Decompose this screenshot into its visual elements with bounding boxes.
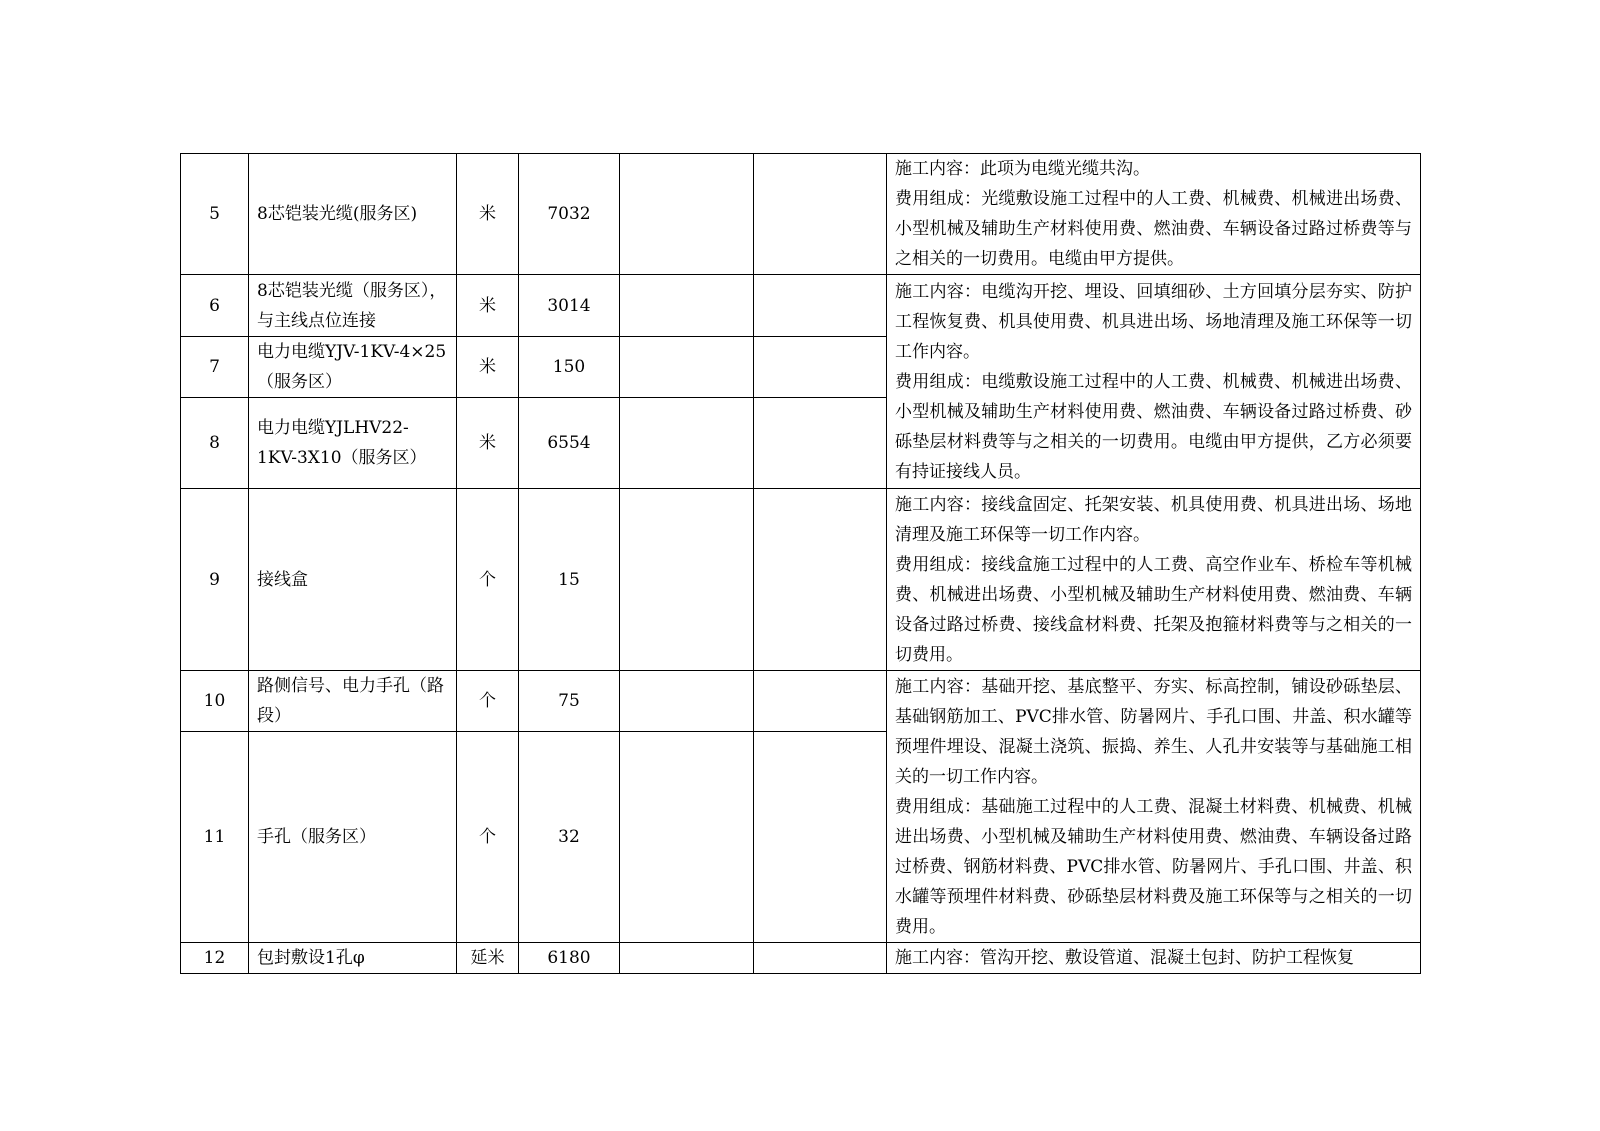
item-quantity: 75 [519,671,620,732]
work-description [887,489,1421,671]
item-name: 电力电缆YJLHV22-1KV-3X10（服务区） [249,398,457,489]
item-quantity: 6554 [519,398,620,489]
unit-price-cell [620,671,754,732]
item-unit: 米 [457,398,519,489]
table-row [181,943,1421,974]
row-number: 10 [181,671,249,732]
cost-composition: 费用组成：光缆敷设施工过程中的人工费、机械费、机械进出场费、小型机械及辅助生产材料使用费、燃油费、车辆设备过路过桥费等与之相关的一切费用。电缆由甲方提供。 [895,189,1412,269]
item-unit: 米 [457,337,519,398]
total-price-cell [754,398,887,489]
item-unit: 米 [457,154,519,275]
item-unit: 个 [457,671,519,732]
work-description [887,943,1421,974]
construction-content: 施工内容：此项为电缆光缆共沟。 [895,159,1150,179]
item-name: 8芯铠装光缆(服务区) [249,154,457,275]
bill-of-quantities-table [180,153,1421,974]
row-number: 8 [181,398,249,489]
total-price-cell [754,337,887,398]
item-name: 接线盒 [249,489,457,671]
item-unit: 延米 [457,943,519,974]
cost-composition: 费用组成：电缆敷设施工过程中的人工费、机械费、机械进出场费、小型机械及辅助生产材料使用费、燃油费、车辆设备过路过桥费、砂砾垫层材料费等与之相关的一切费用。电缆由甲方提供，乙方必须要有持证接线人员。 [895,371,1412,482]
construction-content: 施工内容：基础开挖、基底整平、夯实、标高控制，铺设砂砾垫层、基础钢筋加工、PVC排水管、防暑网片、手孔口围、井盖、积水罐等预埋件埋设、混凝土浇筑、振捣、养生、人孔井安装等与基础施工相关的一切工作内容。 [895,676,1412,787]
item-quantity: 32 [519,732,620,943]
row-number: 6 [181,275,249,337]
total-price-cell [754,943,887,974]
item-name: 手孔（服务区） [249,732,457,943]
item-unit: 米 [457,275,519,337]
unit-price-cell [620,337,754,398]
item-name: 路侧信号、电力手孔（路段） [249,671,457,732]
row-number: 9 [181,489,249,671]
unit-price-cell [620,732,754,943]
cost-composition: 费用组成：接线盒施工过程中的人工费、高空作业车、桥检车等机械费、机械进出场费、小型机械及辅助生产材料使用费、燃油费、车辆设备过路过桥费、接线盒材料费、托架及抱箍材料费等与之相关的一切费用。 [895,554,1412,665]
table-row [181,154,1421,275]
construction-content: 施工内容：接线盒固定、托架安装、机具使用费、机具进出场、场地清理及施工环保等一切工作内容。 [895,494,1412,545]
cost-composition: 费用组成：基础施工过程中的人工费、混凝土材料费、机械费、机械进出场费、小型机械及辅助生产材料使用费、燃油费、车辆设备过路过桥费、钢筋材料费、PVC排水管、防暑网片、手孔口围、井盖、积水罐等预埋件材料费、砂砾垫层材料费及施工环保等与之相关的一切费用。 [895,796,1412,937]
total-price-cell [754,671,887,732]
table-row [181,275,1421,337]
item-quantity: 6180 [519,943,620,974]
table-row [181,671,1421,732]
unit-price-cell [620,154,754,275]
work-description [887,275,1421,489]
item-quantity: 150 [519,337,620,398]
row-number: 5 [181,154,249,275]
total-price-cell [754,732,887,943]
total-price-cell [754,489,887,671]
unit-price-cell [620,943,754,974]
item-unit: 个 [457,732,519,943]
total-price-cell [754,275,887,337]
item-unit: 个 [457,489,519,671]
item-quantity: 3014 [519,275,620,337]
item-quantity: 7032 [519,154,620,275]
unit-price-cell [620,489,754,671]
construction-content: 施工内容：电缆沟开挖、埋设、回填细砂、土方回填分层夯实、防护工程恢复费、机具使用费、机具进出场、场地清理及施工环保等一切工作内容。 [895,281,1412,362]
unit-price-cell [620,275,754,337]
unit-price-cell [620,398,754,489]
work-description [887,154,1421,275]
item-name: 8芯铠装光缆（服务区），与主线点位连接 [249,275,457,337]
item-name: 包封敷设1孔φ [249,943,457,974]
row-number: 12 [181,943,249,974]
row-number: 7 [181,337,249,398]
item-name: 电力电缆YJV-1KV-4×25（服务区） [249,337,457,398]
table-row [181,489,1421,671]
total-price-cell [754,154,887,275]
item-quantity: 15 [519,489,620,671]
row-number: 11 [181,732,249,943]
construction-content: 施工内容：管沟开挖、敷设管道、混凝土包封、防护工程恢复 [895,948,1354,968]
work-description [887,671,1421,943]
